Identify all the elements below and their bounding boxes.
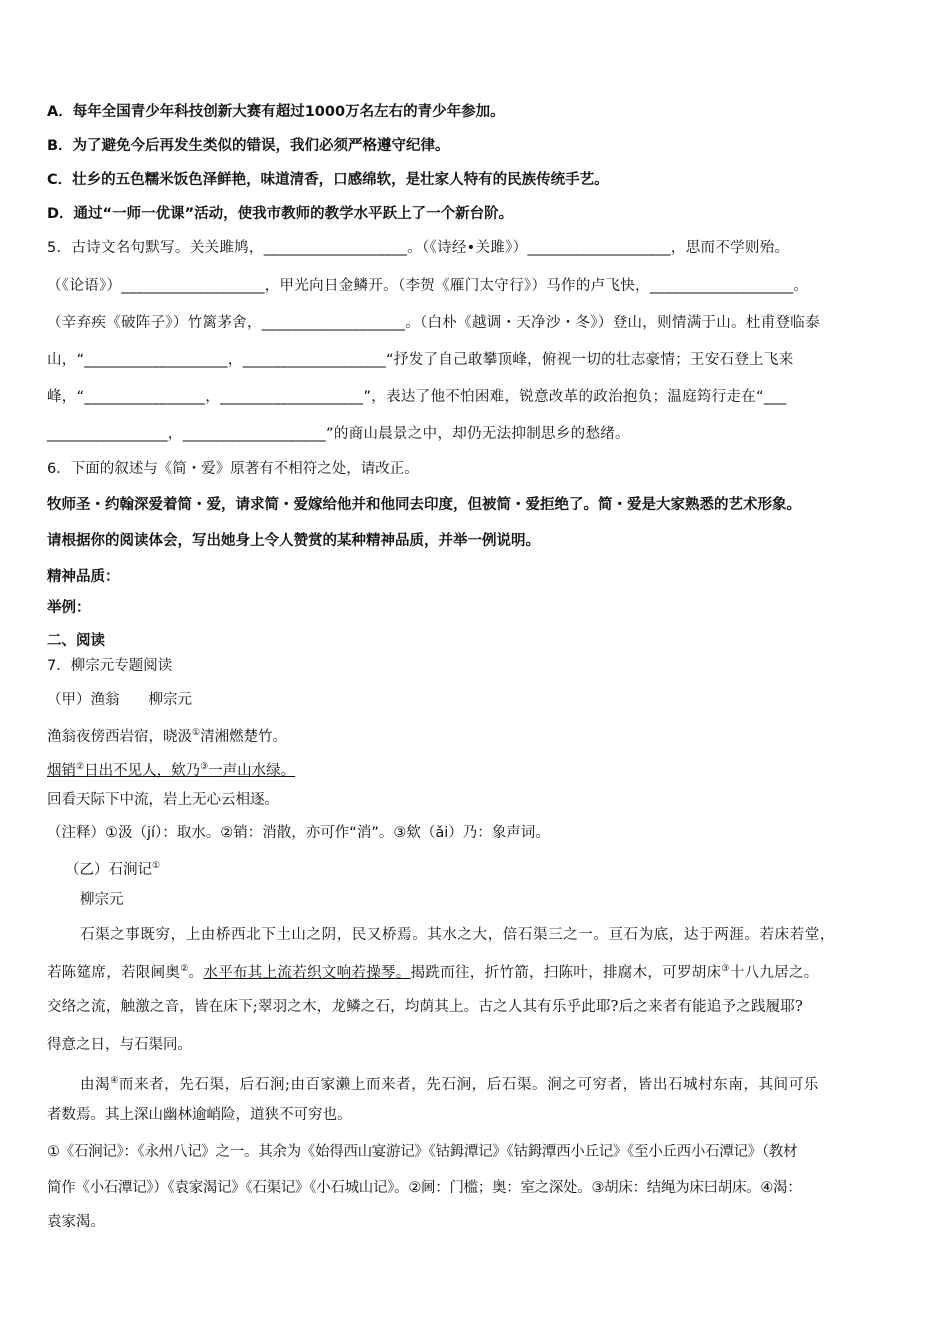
q6-text: 请根据你的阅读体会，写出她身上令人赞赏的某种精神品质，并举一例说明。 <box>47 533 540 549</box>
poem-line: 回看天际下中流，岩上无心云相逐。 <box>47 792 279 808</box>
q5-line: （辛弃疾《破阵子》）竹篱茅舍，___________________。（白朴《越调・天净沙・冬》）登山，则情满于山。杜甫登临泰 <box>47 315 820 331</box>
footnote: ①《石涧记》：《永州八记》之一。其余为《始得西山宴游记》《钴鉧潭记》《钴鉧潭西小丘记》《至小丘西小石潭记》（教材 <box>47 1144 798 1160</box>
poem-line-underlined: 烟销②日出不见人，欸乃③一声山水绿。 <box>47 762 296 779</box>
q6-label-quality: 精神品质： <box>47 569 120 585</box>
footnote: 袁家渴。 <box>47 1214 105 1230</box>
q5-line: 山，“___________________，___________________“抒发了自己敢攀顶峰，俯视一切的壮志豪情；王安石登上飞来 <box>47 352 794 368</box>
q5-line: （《论语》）___________________，甲光向日金鳞开。（李贺《雁门太守行》）马作的卢飞快，___________________。 <box>47 278 809 294</box>
option-d: D．通过“一师一优课”活动，使我市教师的教学水平跃上了一个新台阶。 <box>47 206 514 222</box>
essay-paragraph: 得意之日，与石渠同。 <box>47 1037 192 1053</box>
option-c: C．壮乡的五色糯米饭色泽鲜艳，味道清香，口感绵软，是壮家人特有的民族传统手艺。 <box>47 172 609 188</box>
essay-paragraph: 交络之流，触激之音，皆在床下;翠羽之木，龙鳞之石，均荫其上。古之人其有乐乎此耶?后之来者有能追予之践履耶? <box>47 999 804 1015</box>
q6-label-example: 举例： <box>47 600 91 616</box>
q7-title: 7．柳宗元专题阅读 <box>47 658 173 674</box>
essay-title: （乙）石涧记① <box>65 861 161 878</box>
essay-paragraph: 者数焉。其上深山幽林逾峭险，道狭不可穷也。 <box>47 1107 352 1123</box>
essay-author: 柳宗元 <box>80 892 124 908</box>
q5-line: 峰，“________________，___________________”，表达了他不怕困难，锐意改革的政治抱负；温庭筠行走在“___ <box>47 389 787 405</box>
essay-paragraph: 由渴④而来者，先石渠，后石涧;由百家濑上而来者，先石涧，后石渠。涧之可穷者，皆出石城村东南，其间可乐 <box>80 1076 819 1093</box>
q5-line: 5．古诗文名句默写。关关雎鸠，___________________。（《诗经•关雎》）___________________，思而不学则殆。 <box>47 240 790 256</box>
option-b: B．为了避免今后再发生类似的错误，我们必须严格遵守纪律。 <box>47 138 450 154</box>
q5-line: ________________，___________________”的商山晨景之中，却仍无法抑制思乡的愁绪。 <box>47 426 630 442</box>
footnote: 简作《小石潭记》）《袁家渴记》《石渠记》《小石城山记》。②阃：门槛；奥：室之深处。③胡床：结绳为床曰胡床。④渴： <box>47 1180 802 1196</box>
poem-title: （甲）渔翁 柳宗元 <box>47 692 192 708</box>
poem-note: （注释）①汲（jí）：取水。②销：消散，亦可作“消”。③欸（ǎi）乃：象声词。 <box>47 825 550 841</box>
q6-text: 牧师圣・约翰深爱着简・爱，请求简・爱嫁给他并和他同去印度，但被简・爱拒绝了。简・爱是大家熟悉的艺术形象。 <box>47 497 801 513</box>
section-heading: 二、阅读 <box>47 633 105 649</box>
essay-paragraph: 若陈筵席，若限阃奥②。水平布其上流若织文响若操琴。揭跣而往，折竹箭，扫陈叶，排腐木，可罗胡床③十八九居之。 <box>47 964 819 981</box>
poem-line: 渔翁夜傍西岩宿，晓汲①清湘燃楚竹。 <box>47 728 288 745</box>
essay-paragraph: 石渠之事既穷，上由桥西北下土山之阴，民又桥焉。其水之大，倍石渠三之一。亘石为底，达于两涯。若床若堂， <box>80 927 835 943</box>
option-a: A．每年全国青少年科技创新大赛有超过1000万名左右的青少年参加。 <box>47 104 505 120</box>
q6-title: 6．下面的叙述与《简・爱》原著有不相符之处，请改正。 <box>47 461 419 477</box>
